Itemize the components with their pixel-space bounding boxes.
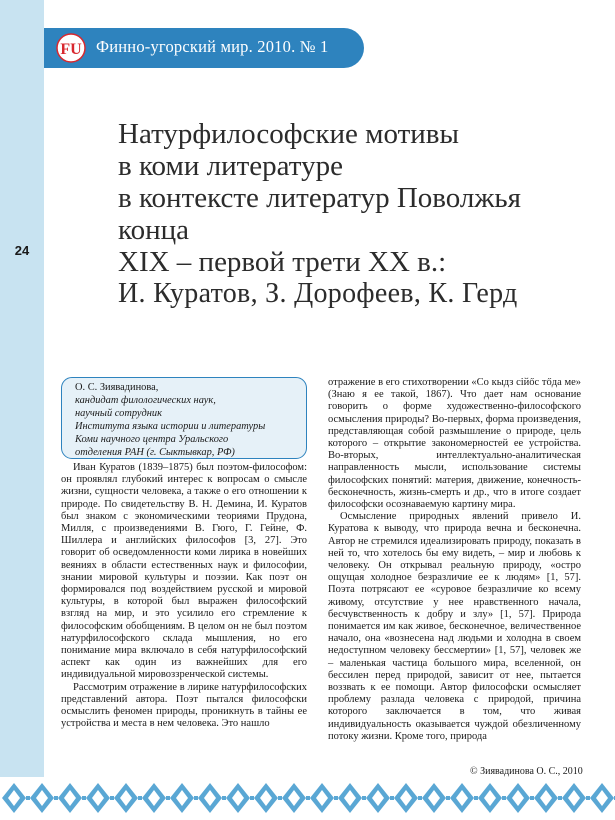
author-affiliation-line: научный сотрудник (75, 407, 162, 419)
copyright-notice: © Зиявадинова О. С., 2010 (470, 766, 583, 777)
body-paragraph: Иван Куратов (1839–1875) был поэтом-философом: он проявлял глубокий интерес к вопросам о смысле жизни, сущности человека, а также о его отношении к природе. По свидетельству В. Н. Демина, И. Куратов был знаком с экономическими теориями Прудона, Милля, с произведениями В. Гюго, Г. Гейне, Ф. Шиллера и английских философов [3, 27]. Это говорит об осведомленности коми лирика в новейших веяниях в области естественных наук и философии, знании мировой культуры и поэзии. Как поэт он формировался под воздействием русской и мировой культуры, в которой был выражен философский взгляд на мир, и это усилило его стремление к философским обобщениям. В целом он не был поэтом натурфилософского склада мышления, но его понимание мира включало в себя натурфилософский аспект как один из важнейших для его индивидуальной мировоззренческой системы. (61, 462, 307, 681)
title-line: XIX – первой трети XX в.: (118, 246, 447, 278)
title-line: И. Куратов, З. Дорофеев, К. Герд (118, 278, 518, 309)
ornament-dot (138, 796, 142, 800)
author-affiliation-line: Института языка истории и литературы (75, 420, 266, 432)
body-column-left (61, 462, 307, 730)
ornament-dot (586, 796, 590, 800)
ornament-dot (54, 796, 58, 800)
folk-ornament-border (0, 777, 615, 820)
ornament-dot (530, 796, 534, 800)
ornament-dot (166, 796, 170, 800)
author-affiliation-line: кандидат филологических наук, (75, 394, 216, 406)
ornament-dot (390, 796, 394, 800)
author-info-box (61, 377, 307, 459)
title-line: в коми литературе (118, 150, 343, 182)
ornament-dot (418, 796, 422, 800)
author-affiliation-line: отделения РАН (г. Сыктывкар, РФ) (75, 446, 235, 458)
body-paragraph: отражение в его стихотворении «Со кыдз сійőс тőда ме» (Знаю я ее такой, 1867). Что дает нам основание говорить о форме художественно-философского осмысления природы? Во-первых, форма произведения, представляющая собой размышление о природе, цель которого – открытие закономерностей ее устройства. Во-вторых, интеллектуально-аналитическая направленность мысли, использование системы философских понятий: материя, движение, конечность-бесконечность, жизнь-смерть и др., что в итоге создает философски осознаваемую картину мира. (328, 377, 581, 511)
ornament-dot (110, 796, 114, 800)
ornament-dot (222, 796, 226, 800)
ornament-dot (502, 796, 506, 800)
journal-logo (54, 33, 88, 63)
ornament-dot (82, 796, 86, 800)
journal-title: Финно-угорский мир. 2010. № 1 (96, 37, 329, 56)
title-line: Натурфилософские мотивы (118, 118, 459, 150)
ornament-dot (278, 796, 282, 800)
title-line: в контексте литератур Поволжья (118, 182, 521, 214)
ornament-dot (250, 796, 254, 800)
ornament-dot (306, 796, 310, 800)
ornament-dot (362, 796, 366, 800)
ornament-dot (446, 796, 450, 800)
ornament-dot (474, 796, 478, 800)
body-paragraph: Осмысление природных явлений привело И. Куратова к выводу, что природа вечна и бесконечна. Автор не стремился идеализировать природу, показать в ней то, что хотелось бы ему видеть, – мир и любовь к человеку. Он открывал реальную природу, «остро ощущая холодное безразличие ее к людям» [1, 57]. Поэта потрясают ее «суровое безразличие ко всему живому, отсутствие у нее нравственного начала, бесчувственность к добру и злу» [1, 57]. Природа понимается им как живое, бесконечное, величественное начало, она «вознесена над людьми и холодна в своем недоступном человеку бессмертии» [1, 57], человек же – маленькая частица большого мира, вселенной, он бессилен перед природой, зависит от нее, пытается воззвать к ее помощи. Автор философски осмысляет проблему разлада человека с природой, причина которого заключается в том, что живая индивидуальность оказывается чуждой обезличенному потоку жизни. Кроме того, природа (328, 511, 581, 742)
author-affiliation-line: Коми научного центра Уральского (75, 433, 229, 445)
ornament-dot (558, 796, 562, 800)
page-sidebar (0, 0, 44, 820)
logo-text: FU (60, 41, 82, 58)
ornament-dot (334, 796, 338, 800)
page-number: 24 (14, 243, 30, 258)
ornament-dot (194, 796, 198, 800)
ornament-dot (26, 796, 30, 800)
body-column-right (328, 377, 581, 743)
title-line: конца (118, 214, 190, 246)
article-title (118, 118, 598, 310)
author-name: О. С. Зиявадинова, (75, 382, 159, 393)
body-paragraph: Рассмотрим отражение в лирике натурфилософских представлений автора. Поэт пытался философски осмыслить феномен природы, проникнуть в тайны ее устройства и места в нем человека. Это нашло (61, 681, 307, 730)
